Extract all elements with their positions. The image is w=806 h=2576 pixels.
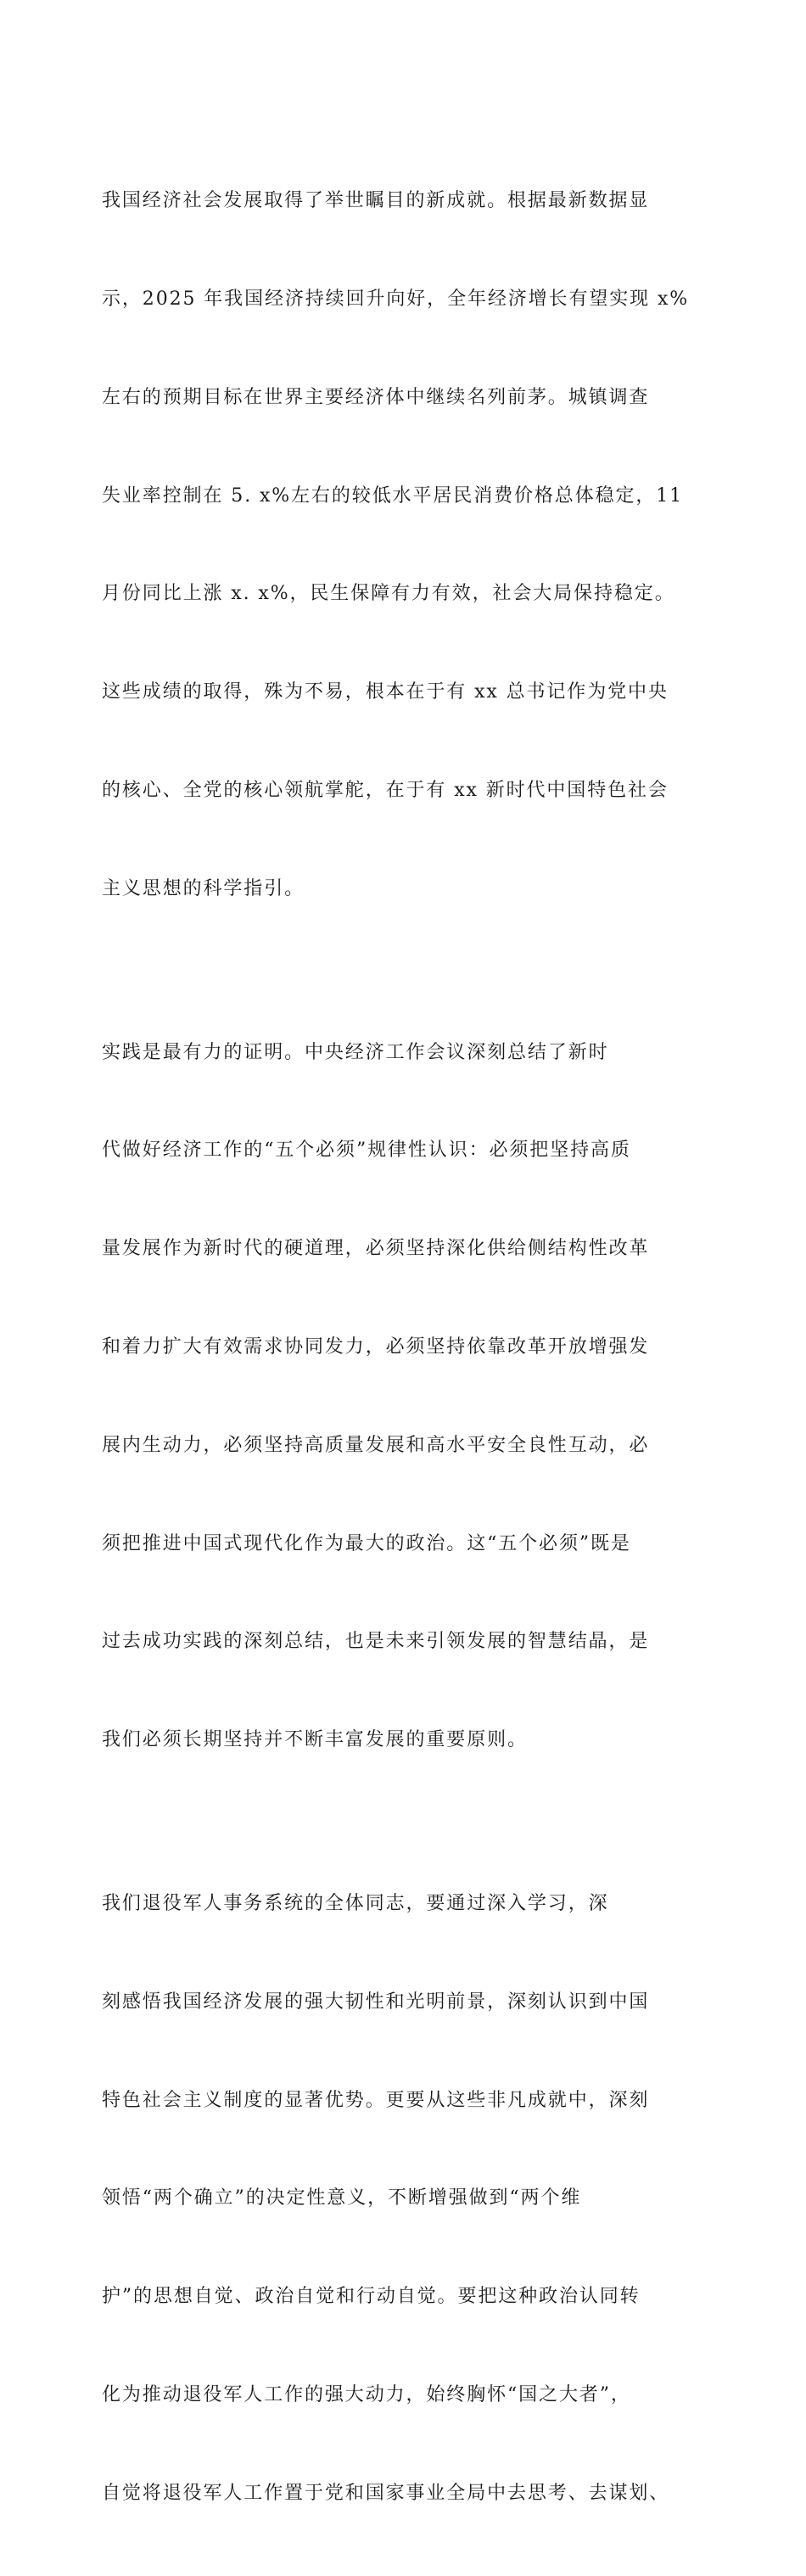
- paragraph-3: [102, 1823, 704, 2576]
- text-line: 主义思想的科学指引。: [102, 877, 305, 899]
- text-line: 量发展作为新时代的硬道理，必须坚持深化供给侧结构性改革: [102, 1238, 650, 1260]
- text-line: 自觉将退役军人工作置于党和国家事业全局中去思考、去谋划、: [102, 2482, 670, 2504]
- text-line: 刻感悟我国经济发展的强大韧性和光明前景，深刻认识到中国: [102, 1991, 650, 2013]
- text-line: 实践是最有力的证明。中央经济工作会议深刻总结了新时: [102, 1041, 609, 1063]
- text-line: 这些成绩的取得，殊为不易，根本在于有 xx 总书记作为党中央: [102, 681, 669, 703]
- text-line: 和着力扩大有效需求协同发力，必须坚持依靠改革开放增强发: [102, 1336, 650, 1358]
- text-line: 须把推进中国式现代化作为最大的政治。这“五个必须”既是: [102, 1532, 631, 1554]
- text-line: 左右的预期目标在世界主要经济体中继续名列前茅。城镇调查: [102, 386, 650, 408]
- text-line: 示，2025 年我国经济持续回升向好，全年经济增长有望实现 x%: [102, 288, 690, 310]
- paragraph-2: [102, 971, 704, 1822]
- paragraph-1: [102, 120, 704, 971]
- text-line: 的核心、全党的核心领航掌舵，在于有 xx 新时代中国特色社会: [102, 779, 669, 801]
- text-line: 我们必须长期坚持并不断丰富发展的重要原则。: [102, 1729, 528, 1751]
- document-body: [102, 120, 704, 2576]
- text-line: 月份同比上涨 x. x%，民生保障有力有效，社会大局保持稳定。: [102, 583, 675, 605]
- text-line: 过去成功实践的深刻总结，也是未来引领发展的智慧结晶，是: [102, 1631, 650, 1653]
- text-line: 我国经济社会发展取得了举世瞩目的新成就。根据最新数据显: [102, 190, 650, 212]
- text-line: 领悟“两个确立”的决定性意义，不断增强做到“两个维: [102, 2187, 582, 2209]
- text-line: 护”的思想自觉、政治自觉和行动自觉。要把这种政治认同转: [102, 2286, 641, 2308]
- text-line: 化为推动退役军人工作的强大动力，始终胸怀“国之大者”，: [102, 2383, 631, 2405]
- text-line: 代做好经济工作的“五个必须”规律性认识：必须把坚持高质: [102, 1140, 631, 1162]
- text-line: 我们退役军人事务系统的全体同志，要通过深入学习，深: [102, 1893, 609, 1915]
- text-line: 展内生动力，必须坚持高质量发展和高水平安全良性互动，必: [102, 1434, 650, 1456]
- text-line: 特色社会主义制度的显著优势。更要从这些非凡成就中，深刻: [102, 2089, 650, 2111]
- text-line: 失业率控制在 5. x%左右的较低水平居民消费价格总体稳定，11: [102, 484, 684, 507]
